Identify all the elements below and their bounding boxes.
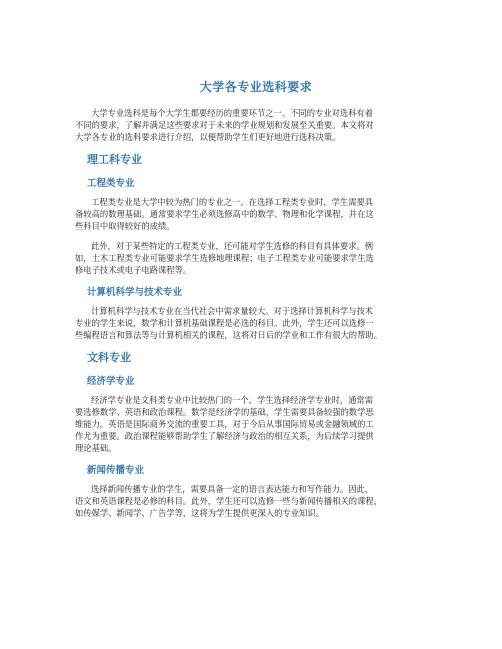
subsection-heading-computer-science: 计算机科学与技术专业 xyxy=(87,287,183,298)
journalism-paragraph: 选择新闻传播专业的学生，需要具备一定的语言表达能力和写作能力。因此， 语文和英语课程是必修的科目。此外，学生还可以选修一些与新闻传播相关的课程， 如传媒学、新闻学、广告学等，这将为学生提供更深入的专业知识。 xyxy=(75,484,382,518)
intro-paragraph: 大学专业选科是每个大学生都要经历的重要环节之一。不同的专业对选科有着 不同的要求，了解并满足这些要求对于未来的学业规划和发展至关重要。本文将对 大学各专业的选科要求进行介绍，以便帮助学生们更好地进行选科决策。 xyxy=(75,108,374,142)
engineering-paragraph-1: 工程类专业是大学中较为热门的专业之一。在选择工程类专业时，学生需要具 备较高的数理基础。通常要求学生必须选修高中的数学、物理和化学课程，并在这 些科目中取得较好的成绩。 xyxy=(75,197,374,231)
engineering-paragraph-2: 此外，对于某些特定的工程类专业，还可能对学生选修的科目有具体要求。例 如，土木工程类专业可能要求学生选修地理课程；电子工程类专业可能要求学生选 修电子技术或电子电路课程等。 xyxy=(75,241,374,275)
economics-paragraph: 经济学专业是文科类专业中比较热门的一个。学生选择经济学专业时，通常需 要选修数学、英语和政治课程。数学是经济学的基础，学生需要具备较强的数学思 维能力。英语是国际商务交流的重要工具，对于今后从事国际贸易或金融领域的工 作尤为重要。政治课程能够帮助学生了解经济与政治的相互关系，为后续学习提供 理论基础。 xyxy=(75,395,374,453)
subsection-heading-journalism: 新闻传播专业 xyxy=(87,465,145,476)
document-page xyxy=(75,70,437,527)
section-heading-science: 理工科专业 xyxy=(87,153,142,166)
document-title: 大学各专业选科要求 xyxy=(199,80,313,94)
section-heading-liberal-arts: 文科专业 xyxy=(87,351,131,364)
computer-science-paragraph: 计算机科学与技术专业在当代社会中需求量较大。对于选择计算机科学与技术 专业的学生来说，数学和计算机基础课程是必选的科目。此外，学生还可以选修一 些编程语言和算法等与计算机相关的课程，这将对日后的学业和工作有很大的帮助。 xyxy=(75,306,382,340)
subsection-heading-engineering: 工程类专业 xyxy=(87,178,135,189)
subsection-heading-economics: 经济学专业 xyxy=(87,376,135,387)
